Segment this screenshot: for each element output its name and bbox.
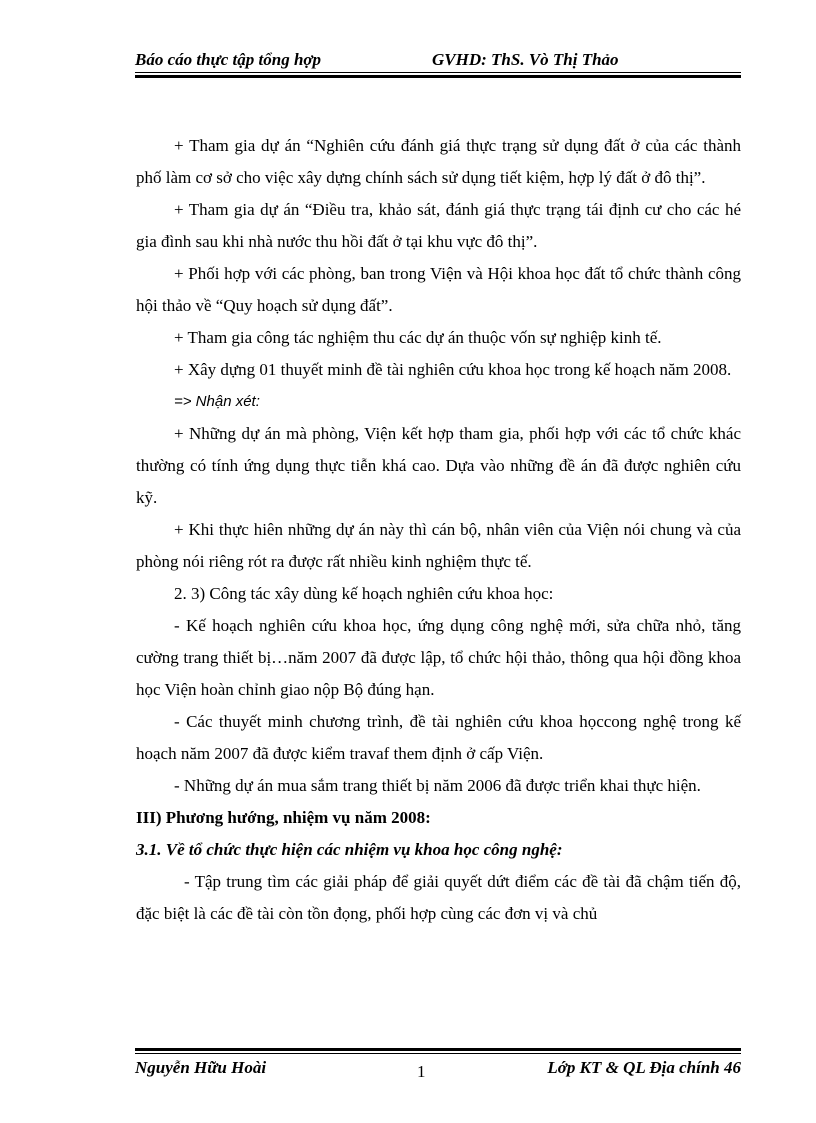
- paragraph-project-1: + Tham gia dự án “Nghiên cứu đánh giá thực trạng sử dụng đất ở của các thành phố làm cơ sở cho việc xây dựng chính sách sử dụng tiết kiệm, hợp lý đất ở đô thị”.: [136, 136, 741, 187]
- header-rule-thick: [135, 75, 741, 78]
- section-3-1-heading: 3.1. Về tổ chức thực hiện các nhiệm vụ khoa học công nghệ:: [136, 840, 563, 859]
- paragraph-plan-3: - Những dự án mua sắm trang thiết bị năm 2006 đã được triển khai thực hiện.: [174, 776, 701, 795]
- footer-rule-thick: [135, 1048, 741, 1051]
- paragraph-plan-1: - Kế hoạch nghiên cứu khoa học, ứng dụng công nghệ mới, sửa chữa nhỏ, tăng cường trang thiết bị…năm 2007 đã được lập, tổ chức hội thảo, thông qua hội đồng khoa học Viện hoàn chỉnh giao nộp Bộ đúng hạn.: [136, 616, 741, 699]
- paragraph-plan-2: - Các thuyết minh chương trình, đề tài nghiên cứu khoa họccong nghệ trong kế hoạch năm 2007 đã được kiểm travaf them định ở cấp Viện.: [136, 712, 741, 763]
- paragraph-project-2: + Tham gia dự án “Điều tra, khảo sát, đánh giá thực trạng tái định cư cho các hé gia đình sau khi nhà nước thu hồi đất ở tại khu vực đô thị”.: [136, 200, 741, 251]
- paragraph-seminar: + Phối hợp với các phòng, ban trong Viện và Hội khoa học đất tổ chức thành công hội thảo về “Quy hoạch sử dụng đất”.: [136, 264, 741, 315]
- page-header: [135, 50, 741, 72]
- page-footer: [135, 1058, 741, 1082]
- section-2-3-heading: 2. 3) Công tác xây dùng kế hoạch nghiên cứu khoa học:: [174, 584, 554, 603]
- paragraph-acceptance: + Tham gia công tác nghiệm thu các dự án thuộc vốn sự nghiệp kinh tế.: [174, 328, 662, 347]
- section-III-heading: III) Phương hướng, nhiệm vụ năm 2008:: [136, 808, 431, 827]
- header-report-title: Báo cáo thực tập tổng hợp: [135, 50, 322, 69]
- footer-class: Lớp KT & QL Địa chính 46: [547, 1058, 741, 1077]
- header-rule-thin: [135, 72, 741, 73]
- paragraph-remark-2: + Khi thực hiên những dự án này thì cán bộ, nhân viên của Viện nói chung và của phòng nói riêng rót ra được rất nhiều kinh nghiệm thực tế.: [136, 520, 741, 571]
- paragraph-remark-1: + Những dự án mà phòng, Viện kết hợp tham gia, phối hợp với các tổ chức khác thường có tính ứng dụng thực tiễn khá cao. Dựa vào những đề án đã được nghiên cứu kỹ.: [136, 424, 741, 507]
- paragraph-research-proposal: + Xây dựng 01 thuyết minh đề tài nghiên cứu khoa học trong kế hoạch năm 2008.: [174, 360, 732, 379]
- footer-author: Nguyễn Hữu Hoài: [135, 1058, 267, 1077]
- paragraph-task-1: - Tập trung tìm các giải pháp để giải quyết dứt điểm các đề tài đã chậm tiến độ, đặc biệt là các đề tài còn tồn đọng, phối hợp cùng các đơn vị và chủ: [136, 872, 741, 923]
- remark-label: => Nhận xét:: [174, 393, 260, 410]
- document-body: [136, 130, 741, 930]
- header-supervisor: GVHD: ThS. Vò Thị Thảo: [432, 50, 619, 69]
- page-number: 1: [417, 1062, 426, 1081]
- footer-rule-thin: [135, 1053, 741, 1054]
